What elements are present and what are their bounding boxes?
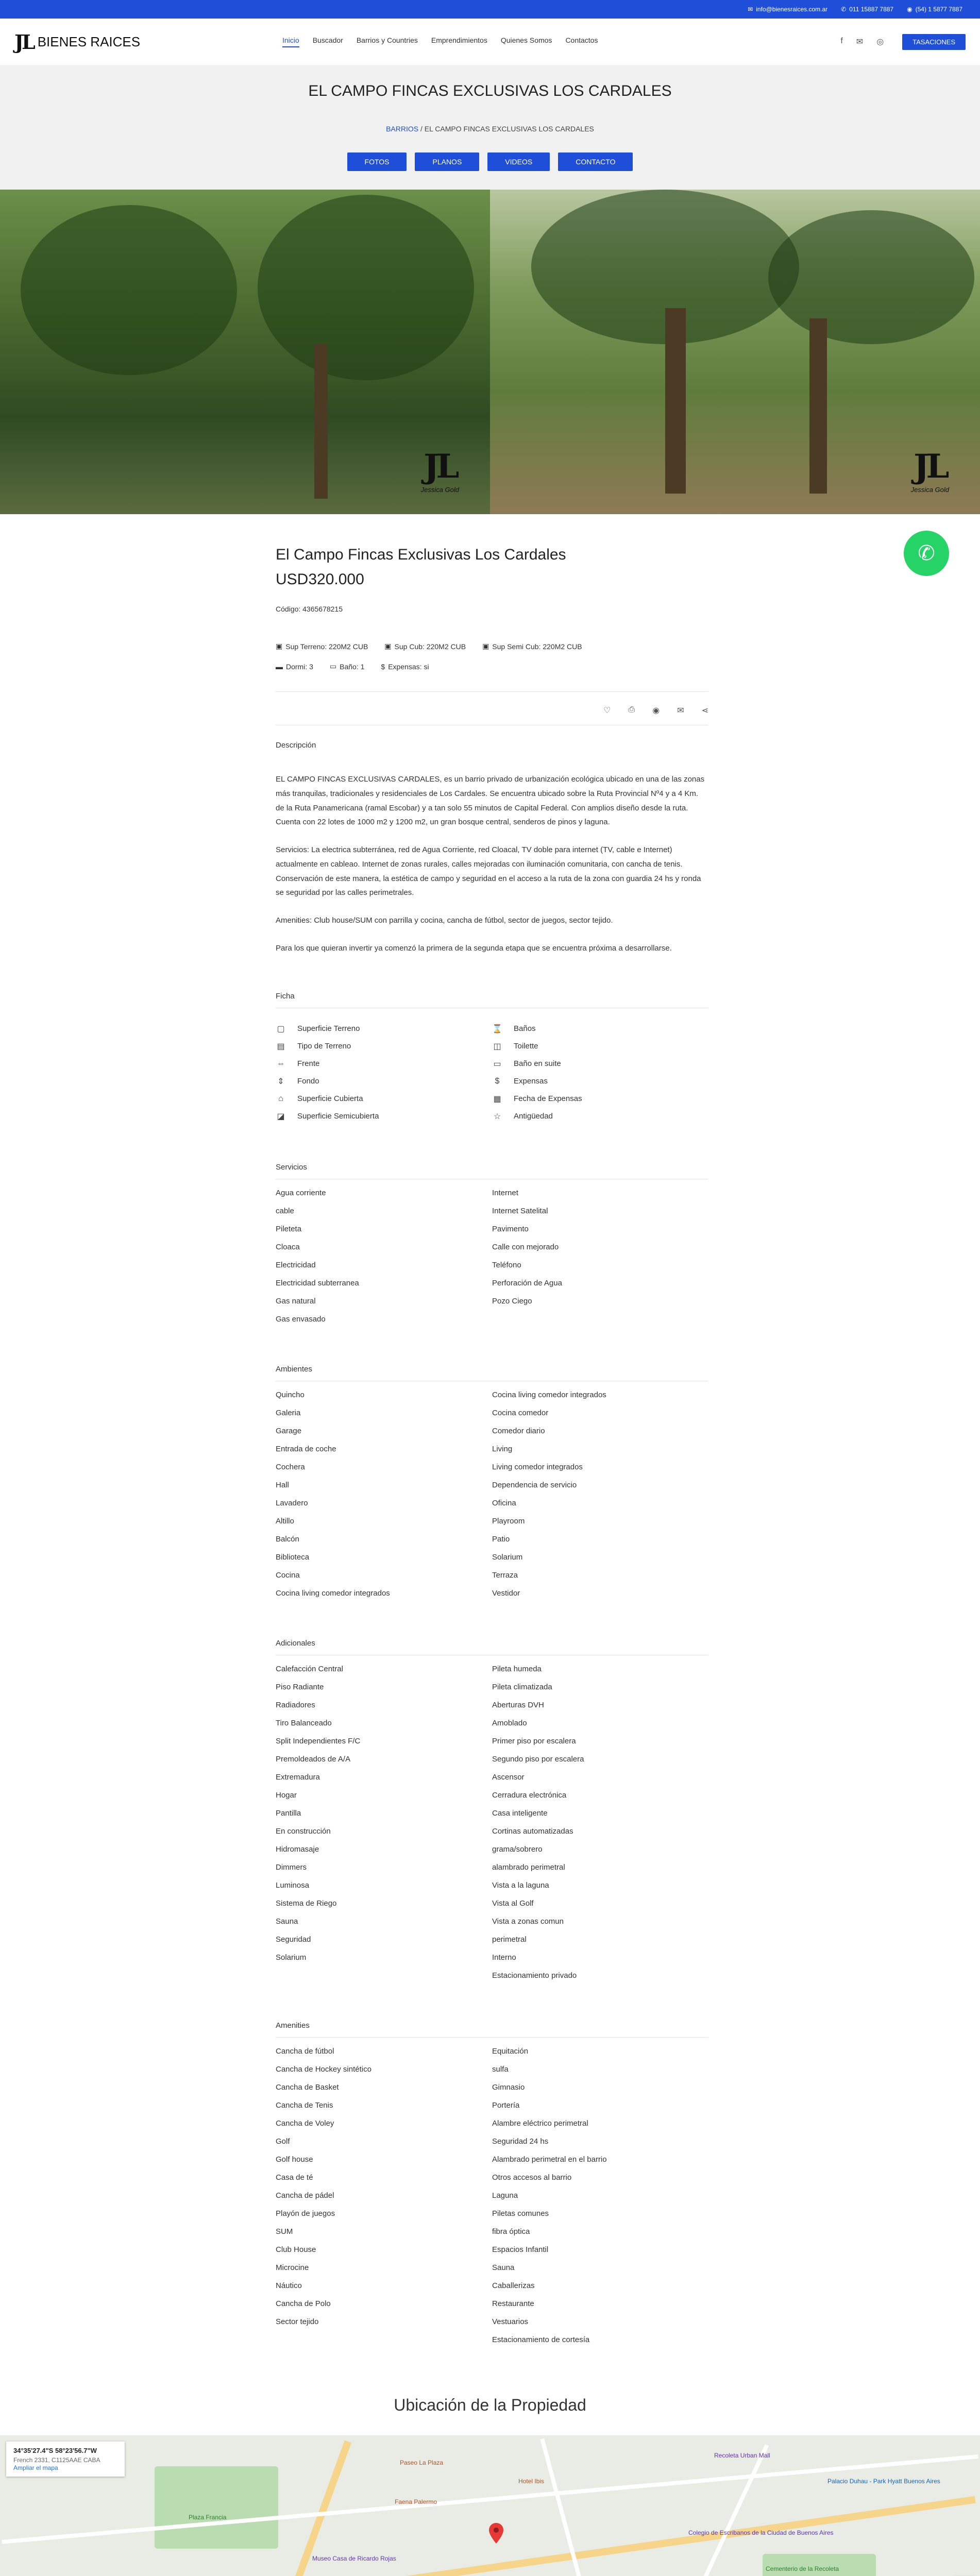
ficha-item: ▤ Tipo de Terreno xyxy=(276,1041,492,1052)
star-icon: ☆ xyxy=(493,1112,501,1121)
servicios-label: Servicios xyxy=(276,1163,708,1179)
servicios-list xyxy=(276,1189,708,1324)
area-icon: ▣ xyxy=(384,642,392,650)
feature-item: Sauna xyxy=(492,2263,515,2272)
feature-item: Alambrado perimetral en el barrio xyxy=(492,2155,607,2164)
feature-item: Vestidor xyxy=(492,1588,520,1598)
map-poi[interactable]: Colegio de Escribanos de la Ciudad de Buenos Aires xyxy=(688,2529,834,2536)
feature-item: Biblioteca xyxy=(276,1552,310,1562)
feature-item: En construcción xyxy=(276,1826,331,1836)
location-map[interactable] xyxy=(0,2435,980,2576)
property-price: USD320.000 xyxy=(276,571,364,588)
feature-item: Otros accesos al barrio xyxy=(492,2173,572,2182)
feature-item: Interno xyxy=(492,1953,516,1962)
feature-item: Cocina xyxy=(276,1570,300,1580)
property-detail xyxy=(276,546,708,2344)
feature-item: Altillo xyxy=(276,1516,294,1526)
ficha-item: ◪ Superficie Semicubierta xyxy=(276,1111,492,1122)
feature-item: Sector tejido xyxy=(276,2317,319,2326)
gallery-photo[interactable] xyxy=(490,190,980,514)
ambientes-list xyxy=(276,1391,708,1598)
map-address: French 2331, C1125AAE CABA xyxy=(13,2456,100,2464)
feature-item: Split Independientes F/C xyxy=(276,1736,361,1745)
feature-item: Electricidad xyxy=(276,1260,316,1269)
map-coordinates: 34°35'27.4"S 58°23'56.7"W xyxy=(13,2446,97,2454)
nav-contactos[interactable]: Contactos xyxy=(565,36,598,44)
feature-item: Internet Satelital xyxy=(492,1206,548,1215)
toilet-icon: ◫ xyxy=(493,1042,501,1051)
feature-item: Náutico xyxy=(276,2281,302,2290)
feature-item: Piletas comunes xyxy=(492,2209,549,2218)
print-icon[interactable]: ⎙ xyxy=(628,705,635,714)
feature-item: Equitación xyxy=(492,2046,529,2056)
whatsapp-icon: ◉ xyxy=(907,6,913,13)
spec-banos: ▭ Baño: 1 xyxy=(329,662,365,671)
ficha-item: ▢ Superficie Terreno xyxy=(276,1024,492,1034)
feature-item: Alambre eléctrico perimetral xyxy=(492,2119,588,2128)
feature-item xyxy=(276,2335,492,2344)
ficha-label: Ficha xyxy=(276,992,708,1008)
feature-item: Quincho xyxy=(276,1390,305,1399)
site-header xyxy=(0,19,980,65)
description-label: Descripción xyxy=(276,741,316,750)
area-icon: ▢ xyxy=(277,1024,285,1033)
feature-item: Primer piso por escalera xyxy=(492,1736,576,1745)
social-icons xyxy=(840,37,884,47)
ficha-item: ⇔ Frente xyxy=(277,1059,320,1068)
photo-watermark: JL Jessica Gold xyxy=(420,447,459,494)
feature-item: Galeria xyxy=(276,1408,301,1417)
feature-item: Cerradura electrónica xyxy=(492,1790,567,1800)
ficha-item: ☆ Antigüedad xyxy=(492,1111,708,1122)
feature-item: Radiadores xyxy=(276,1700,315,1709)
ficha-item: ▭ Baño en suite xyxy=(492,1059,708,1069)
spec-cubierta: ▣ Sup Cub: 220M2 CUB xyxy=(384,642,466,651)
email-link[interactable]: ✉ info@bienesraices.com.ar xyxy=(748,6,828,13)
amenities-list xyxy=(276,2047,708,2344)
tab-planos[interactable]: PLANOS xyxy=(415,152,479,171)
feature-item: Pileta climatizada xyxy=(492,1682,552,1691)
breadcrumb xyxy=(0,125,980,133)
servicios-section xyxy=(276,1163,708,1324)
feature-item: Gimnasio xyxy=(492,2082,525,2092)
amenities-section xyxy=(276,2021,708,2344)
location-title: Ubicación de la Propiedad xyxy=(394,2395,586,2414)
feature-item: Cocina living comedor integrados xyxy=(492,1390,606,1399)
feature-item: Dimmers xyxy=(276,1862,307,1872)
feature-item: Entrada de coche xyxy=(276,1444,336,1453)
feature-item: Amoblado xyxy=(492,1718,527,1727)
favorite-icon[interactable]: ♡ xyxy=(603,706,611,715)
feature-item: Casa inteligente xyxy=(492,1808,548,1818)
feature-item: Gas envasado xyxy=(276,1314,326,1324)
feature-item: Segundo piso por escalera xyxy=(492,1754,584,1764)
ficha-list xyxy=(276,1024,708,1122)
map-poi[interactable]: Museo Casa de Ricardo Rojas xyxy=(312,2554,396,2562)
whatsapp-icon: ✆ xyxy=(918,542,935,565)
ficha-item: ⇕ Fondo xyxy=(276,1076,492,1087)
feature-item: Calefacción Central xyxy=(276,1664,343,1673)
bath-icon: ▭ xyxy=(329,662,337,670)
feature-item: Calle con mejorado xyxy=(492,1242,559,1251)
feature-item: Dependencia de servicio xyxy=(492,1480,577,1489)
age-icon: ⌛ xyxy=(492,1024,502,1033)
ficha-item: ▦ Fecha de Expensas xyxy=(492,1094,708,1104)
logo[interactable] xyxy=(14,30,282,54)
property-description: EL CAMPO FINCAS EXCLUSIVAS CARDALES, es un barrio privado de urbanización ecológica ubicado en una de las zonas más tranquilas, tradicionales y residenciales de Los Cardales. Se encuentra ubicado sobre la Ruta Provincial Nº4 y a 4 Km. de la Ruta Panamericana (ramal Escobar) y a tan solo 55 minutos de Capital Federal. Con amplios diseño desde la ruta. Cuenta con 22 lotes de 1000 m2 y 1200 m2, un gran bosque central, senderos de pinos y laguna. Servicios: La electrica subterránea, red de Agua Corriente, red Cloacal, TV doble para internet (TV, cable e Internet) actualmente en cableao. Internet de zonas rurales, calles mejoradas con iluminación comunitaria, con cancha de tenis. Conservación de este manera, la estética de campo y seguridad en el acceso a la ruta de la zona con guardia 24 hs y ronda se seguridad por las calles perimetrales. Amenities: Club house/SUM con parrilla y cocina, cancha de fútbol, sector de juegos, sector tejido. Para los que quieran invertir ya comenzó la primera de la segunda etapa que se encuentra próxima a desarrollarse. xyxy=(276,775,705,953)
facebook-icon[interactable]: f xyxy=(840,37,843,45)
whatsapp-share-icon[interactable]: ◉ xyxy=(652,706,660,715)
feature-item: Pozo Ciego xyxy=(492,1296,532,1306)
tab-fotos[interactable]: FOTOS xyxy=(347,152,407,171)
feature-item: Sistema de Riego xyxy=(276,1899,337,1908)
depth-icon: ⇕ xyxy=(277,1077,284,1086)
feature-item: Piso Radiante xyxy=(276,1682,324,1691)
tasaciones-button[interactable]: TASACIONES xyxy=(902,34,966,50)
feature-item: cable xyxy=(276,1206,294,1215)
feature-item: Patio xyxy=(492,1534,510,1544)
feature-item: Estacionamiento privado xyxy=(492,1971,577,1980)
map-poi[interactable]: Palacio Duhau - Park Hyatt Buenos Aires xyxy=(827,2477,940,2485)
feature-item: Garage xyxy=(276,1426,302,1435)
spec-dormitorios: ▬ Dormi: 3 xyxy=(276,662,313,671)
feature-item: Cocina comedor xyxy=(492,1408,549,1417)
feature-item: SUM xyxy=(276,2227,293,2236)
map-pin-icon[interactable] xyxy=(488,2523,504,2544)
title-band xyxy=(0,65,980,190)
email-share-icon[interactable]: ✉ xyxy=(677,706,684,715)
feature-item: Teléfono xyxy=(492,1260,521,1269)
spec-expensas: $ Expensas: si xyxy=(381,662,429,671)
feature-item: Cochera xyxy=(276,1462,305,1471)
adicionales-label: Adicionales xyxy=(276,1639,708,1655)
nav-quienes-somos[interactable]: Quienes Somos xyxy=(500,36,552,44)
tab-videos[interactable]: VIDEOS xyxy=(487,152,550,171)
map-poi[interactable] xyxy=(82,2574,130,2576)
ambientes-section xyxy=(276,1365,708,1598)
map-poi[interactable]: Hotel Ibis xyxy=(518,2477,545,2485)
date-icon: ▦ xyxy=(493,1094,501,1104)
feature-item xyxy=(276,1971,492,1980)
feature-item: Golf xyxy=(276,2137,290,2146)
feature-item: Gas natural xyxy=(276,1296,316,1306)
bigger-map-link[interactable]: Ampliar el mapa xyxy=(13,2464,58,2471)
feature-item: Espacios Infantil xyxy=(492,2245,549,2254)
feature-item: Restaurante xyxy=(492,2299,534,2308)
feature-item: Seguridad xyxy=(276,1935,311,1944)
top-bar xyxy=(0,0,980,19)
map-poi[interactable]: Plaza Francia xyxy=(189,2513,227,2521)
nav-barrios[interactable]: Barrios y Countries xyxy=(356,36,418,44)
feature-item: Solarium xyxy=(492,1552,523,1562)
feature-item: Cancha de pádel xyxy=(276,2191,334,2200)
feature-item: Vista al Golf xyxy=(492,1899,534,1908)
photo-watermark: JL Jessica Gold xyxy=(910,447,949,494)
feature-item: Aberturas DVH xyxy=(492,1700,544,1709)
ficha-item: ⌛ Baños xyxy=(492,1024,536,1033)
feature-item: Agua corriente xyxy=(276,1188,326,1197)
feature-item: Cloaca xyxy=(276,1242,300,1251)
media-tabs xyxy=(0,152,980,171)
suite-icon: ▭ xyxy=(493,1059,501,1069)
spec-terreno: ▣ Sup Terreno: 220M2 CUB xyxy=(276,642,368,651)
feature-item: Premoldeados de A/A xyxy=(276,1754,351,1764)
money-icon: $ xyxy=(381,662,385,671)
feature-item: Caballerizas xyxy=(492,2281,535,2290)
feature-item: Pileteta xyxy=(276,1224,302,1233)
gallery-photo[interactable] xyxy=(0,190,490,514)
page-title: EL CAMPO FINCAS EXCLUSIVAS LOS CARDALES xyxy=(308,82,672,99)
feature-item: Perforación de Agua xyxy=(492,1278,562,1287)
feature-item: Internet xyxy=(492,1188,518,1197)
nav-emprendimientos[interactable]: Emprendimientos xyxy=(431,36,487,44)
area-icon: ▣ xyxy=(482,642,489,650)
feature-item: sulfa xyxy=(492,2064,509,2074)
property-code: Código: 4365678215 xyxy=(276,605,343,613)
photo-gallery xyxy=(0,190,980,514)
feature-item: Cancha de Voley xyxy=(276,2119,334,2128)
instagram-icon[interactable]: ◎ xyxy=(876,38,884,46)
spec-semicubierta: ▣ Sup Semi Cub: 220M2 CUB xyxy=(482,642,582,651)
feature-item: Club House xyxy=(276,2245,316,2254)
feature-item: Vista a zonas comun xyxy=(492,1917,564,1926)
covered-icon: ⌂ xyxy=(278,1094,283,1103)
feature-item: Hogar xyxy=(276,1790,297,1800)
feature-item: Cortinas automatizadas xyxy=(492,1826,573,1836)
breadcrumb-current: EL CAMPO FINCAS EXCLUSIVAS LOS CARDALES xyxy=(424,125,594,133)
semicovered-icon: ◪ xyxy=(277,1112,285,1121)
feature-item: Lavadero xyxy=(276,1498,308,1507)
share-actions xyxy=(276,705,708,725)
feature-item: Cancha de Tenis xyxy=(276,2100,333,2110)
feature-item: Playón de juegos xyxy=(276,2209,335,2218)
ficha-item: ⌂ Superficie Cubierta xyxy=(276,1094,492,1104)
feature-item: Comedor diario xyxy=(492,1426,545,1435)
breadcrumb-barrios[interactable]: BARRIOS xyxy=(386,125,419,133)
nav-buscador[interactable]: Buscador xyxy=(312,36,343,44)
mail-icon[interactable]: ✉ xyxy=(856,38,864,46)
feature-item: Seguridad 24 hs xyxy=(492,2137,549,2146)
feature-item: Sauna xyxy=(276,1917,298,1926)
feature-item: Luminosa xyxy=(276,1880,310,1890)
feature-item: Living xyxy=(492,1444,513,1453)
ficha-item: $ Expensas xyxy=(492,1076,708,1087)
feature-item: Balcón xyxy=(276,1534,299,1544)
feature-item: Cancha de Basket xyxy=(276,2082,339,2092)
feature-item: Electricidad subterranea xyxy=(276,1278,359,1287)
envelope-icon: ✉ xyxy=(748,6,753,13)
feature-item: Vestuarios xyxy=(492,2317,529,2326)
property-specs xyxy=(276,642,708,692)
feature-item: Oficina xyxy=(492,1498,516,1507)
feature-item: Cancha de Hockey sintético xyxy=(276,2064,371,2074)
feature-item: Vista a la laguna xyxy=(492,1880,549,1890)
feature-item: Pantilla xyxy=(276,1808,301,1818)
feature-item: Extremadura xyxy=(276,1772,320,1782)
feature-item: Living comedor integrados xyxy=(492,1462,583,1471)
feature-item: Microcine xyxy=(276,2263,309,2272)
feature-item: Cocina living comedor integrados xyxy=(276,1588,390,1598)
feature-item: fibra óptica xyxy=(492,2227,530,2236)
feature-item: Ascensor xyxy=(492,1772,525,1782)
phone-icon: ✆ xyxy=(841,6,847,13)
map-info-card xyxy=(6,2442,125,2477)
feature-item: Terraza xyxy=(492,1570,518,1580)
feature-item: Tiro Balanceado xyxy=(276,1718,332,1727)
amenities-label: Amenities xyxy=(276,2021,708,2038)
feature-item: alambrado perimetral xyxy=(492,1862,565,1872)
feature-item: Hall xyxy=(276,1480,289,1489)
map-poi[interactable]: Cementerio de la Recoleta xyxy=(766,2565,839,2572)
breadcrumb-separator: / xyxy=(420,125,425,133)
feature-item: Estacionamiento de cortesía xyxy=(492,2335,590,2344)
whatsapp-link[interactable]: ◉ (54) 1 5877 7887 xyxy=(907,6,962,13)
feature-item: grama/sobrero xyxy=(492,1844,543,1854)
map-poi[interactable]: Faena Palermo xyxy=(395,2498,437,2505)
feature-item: Casa de té xyxy=(276,2173,313,2182)
ambientes-label: Ambientes xyxy=(276,1365,708,1381)
nav-inicio[interactable]: Inicio xyxy=(282,36,299,47)
main-nav xyxy=(282,36,843,47)
logo-mark: JL xyxy=(14,30,33,54)
tab-contacto[interactable]: CONTACTO xyxy=(558,152,633,171)
feature-item: Cancha de fútbol xyxy=(276,2046,334,2056)
phone-link[interactable]: ✆ 011 15887 7887 xyxy=(841,6,894,13)
bed-icon: ▬ xyxy=(276,662,283,671)
adicionales-list xyxy=(276,1665,708,1980)
feature-item: Hidromasaje xyxy=(276,1844,319,1854)
feature-item: perimetral xyxy=(492,1935,527,1944)
feature-item: Portería xyxy=(492,2100,520,2110)
map-poi[interactable]: Paseo La Plaza xyxy=(400,2459,444,2466)
expenses-icon: $ xyxy=(495,1076,500,1086)
front-icon: ⇔ xyxy=(277,1059,285,1068)
map-poi[interactable]: Recoleta Urban Mall xyxy=(714,2451,770,2459)
feature-item: Cancha de Polo xyxy=(276,2299,331,2308)
whatsapp-float-button[interactable] xyxy=(904,531,949,576)
feature-item: Solarium xyxy=(276,1953,307,1962)
adicionales-section xyxy=(276,1639,708,1980)
feature-item: Pavimento xyxy=(492,1224,529,1233)
feature-item: Playroom xyxy=(492,1516,525,1526)
feature-item: Golf house xyxy=(276,2155,313,2164)
area-icon: ▣ xyxy=(276,642,283,650)
property-title: El Campo Fincas Exclusivas Los Cardales xyxy=(276,546,566,563)
share-icon[interactable]: ⋖ xyxy=(701,706,708,715)
ficha-item: ◫ Toilette xyxy=(492,1041,708,1052)
location-section xyxy=(0,2396,980,2576)
feature-item: Pileta humeda xyxy=(492,1664,542,1673)
land-icon: ▤ xyxy=(277,1042,285,1051)
feature-item: Laguna xyxy=(492,2191,518,2200)
logo-text: BIENES RAICES xyxy=(37,33,141,49)
